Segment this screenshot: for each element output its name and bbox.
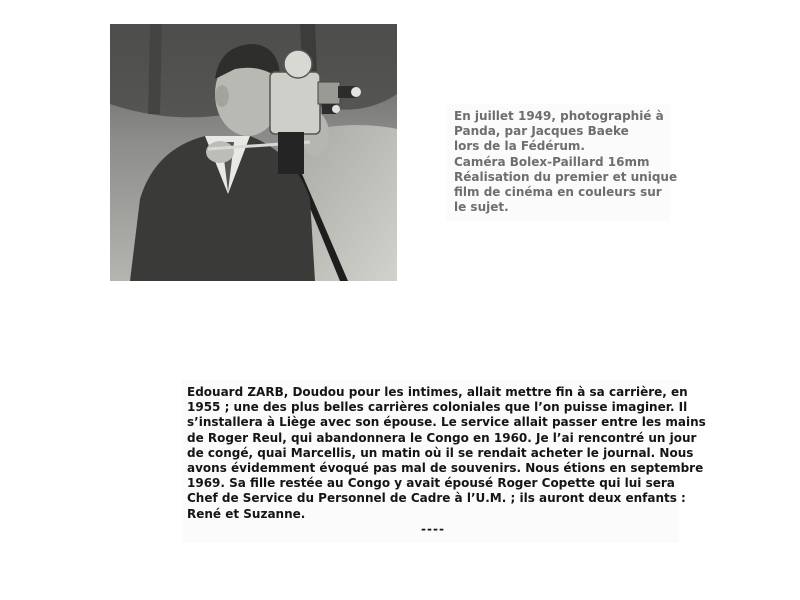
paragraph-line: de Roger Reul, qui abandonnera le Congo en 1960. Je l’ai rencontré un jour: [187, 430, 697, 445]
photo-cameraman-image: [110, 24, 397, 281]
caption-line: Caméra Bolex-Paillard 16mm: [454, 154, 650, 169]
paragraph-line: René et Suzanne.: [187, 506, 306, 521]
caption-line: En juillet 1949, photographié à: [454, 109, 664, 123]
end-mark: ----: [421, 521, 445, 536]
body-paragraph: [182, 380, 706, 543]
paragraph-line: avons évidemment évoqué pas mal de souvenirs. Nous étions en septembre: [187, 461, 704, 476]
caption-line: le sujet.: [454, 200, 509, 215]
paragraph-line: Edouard ZARB, Doudou pour les intimes, allait mettre fin à sa carrière, en: [187, 385, 688, 399]
paragraph-line: de congé, quai Marcellis, un matin où il se rendait acheter le journal. Nous: [187, 445, 694, 460]
caption-line: lors de la Fédérum.: [454, 139, 585, 154]
photograph: [110, 24, 397, 281]
paragraph-line: 1969. Sa fille restée au Congo y avait épousé Roger Copette qui lui sera: [187, 476, 675, 491]
photo-caption: [446, 104, 678, 221]
paragraph-line: s’installera à Liège avec son épouse. Le service allait passer entre les mains: [187, 415, 706, 430]
caption-line: Réalisation du premier et unique: [454, 169, 678, 184]
caption-line: film de cinéma en couleurs sur: [454, 185, 662, 200]
caption-line: Panda, par Jacques Baeke: [454, 124, 629, 139]
paragraph-line: 1955 ; une des plus belles carrières coloniales que l’on puisse imaginer. Il: [187, 400, 688, 415]
paragraph-line: Chef de Service du Personnel de Cadre à l’U.M. ; ils auront deux enfants :: [187, 491, 686, 506]
